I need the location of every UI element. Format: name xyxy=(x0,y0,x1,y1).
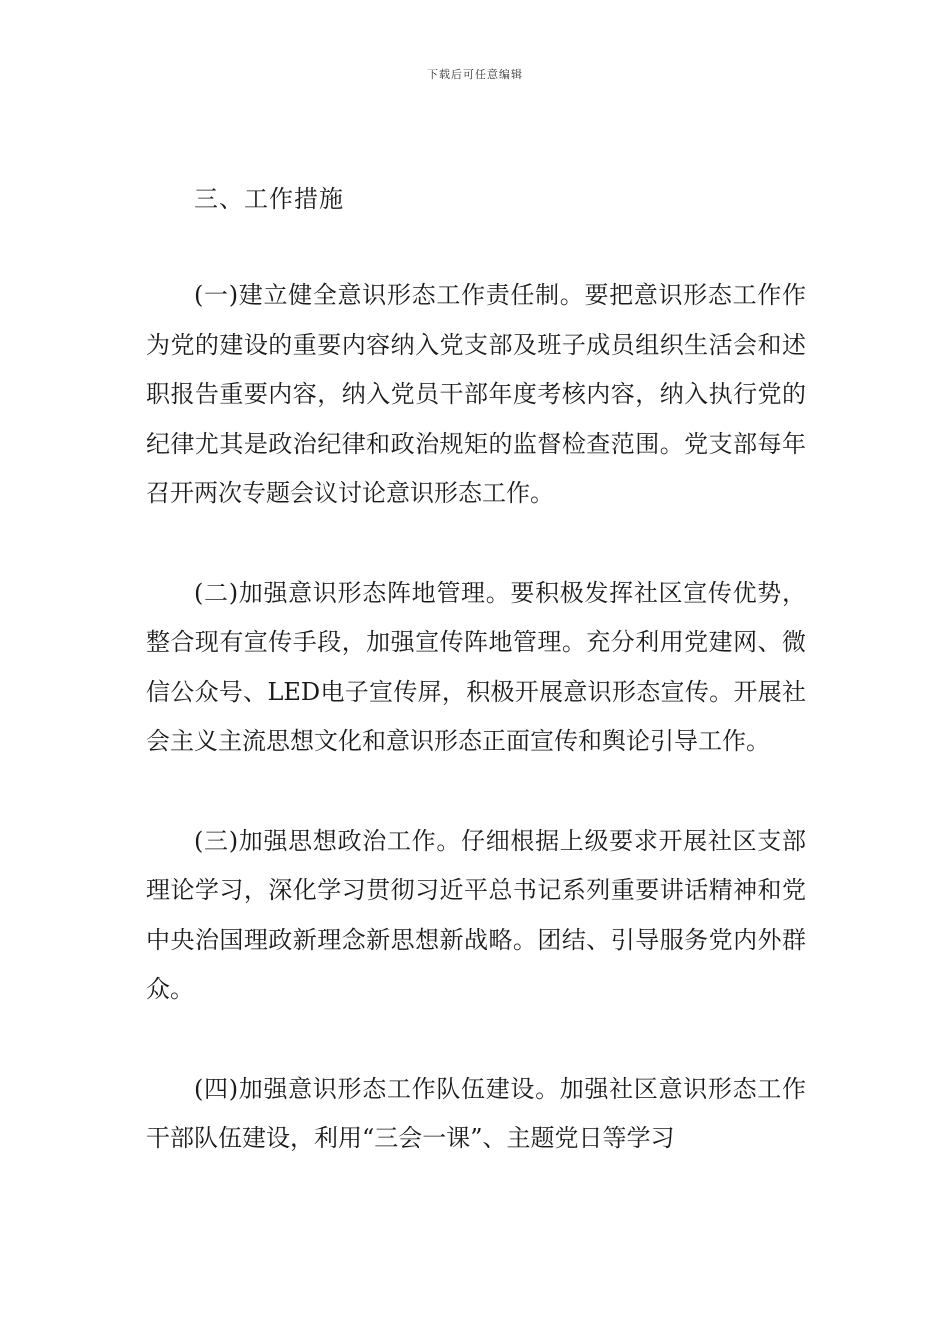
paragraph-3: (三)加强思想政治工作。仔细根据上级要求开展社区支部理论学习，深化学习贯彻习近平总书记系列重要讲话精神和党中央治国理政新理念新思想新战略。团结、引导服务党内外群众。 xyxy=(146,826,806,1003)
paragraph-2: (二)加强意识形态阵地管理。要积极发挥社区宣传优势，整合现有宣传手段，加强宣传阵地管理。充分利用党建网、微信公众号、LED电子宣传屏，积极开展意识形态宣传。开展社会主义主流思想文化和意识形态正面宣传和舆论引导工作。 xyxy=(146,578,806,755)
paragraph-4: (四)加强意识形态工作队伍建设。加强社区意识形态工作干部队伍建设，利用“三会一课”、主题党日等学习 xyxy=(146,1074,806,1152)
section-heading: 三、工作措施 xyxy=(194,185,344,213)
paragraph-1: (一)建立健全意识形态工作责任制。要把意识形态工作作为党的建设的重要内容纳入党支部及班子成员组织生活会和述职报告重要内容，纳入党员干部年度考核内容，纳入执行党的纪律尤其是政治纪律和政治规矩的监督检查范围。党支部每年召开两次专题会议讨论意识形态工作。 xyxy=(146,281,806,507)
document-body xyxy=(146,173,806,1214)
page-header-note: 下载后可任意编辑 xyxy=(427,68,523,81)
